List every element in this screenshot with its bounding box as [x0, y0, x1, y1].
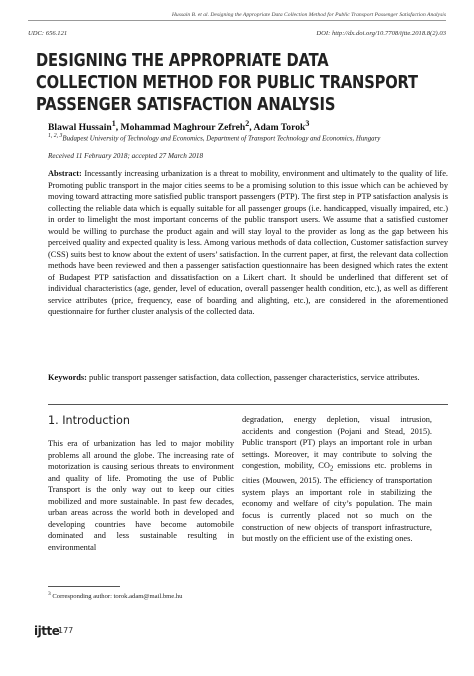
received-date: Received 11 February 2018; accepted 27 March 2018 — [48, 152, 204, 160]
abstract-label: Abstract: — [48, 169, 82, 178]
affiliation-superscript: 1, 2, 3 — [48, 133, 63, 139]
page-number: 177 — [58, 626, 74, 635]
affiliation-text: Budapest University of Technology and Economics, Department of Transport Technology and Economics, Hungary — [62, 135, 381, 143]
affiliation — [48, 133, 380, 142]
keywords-text: public transport passenger satisfaction, data collection, passenger characteristics, service attributes. — [86, 373, 420, 382]
footnote-divider — [48, 586, 120, 587]
section-divider — [48, 404, 448, 405]
body-text: degradation, energy depletion, visual intrusion, accidents and congestion (Pojani and Stead, 2015). Public transport (PT) plays an important role in urban settings. Moreover, it may contribute to solving the congestion, mobility, CO — [242, 415, 432, 471]
footnote-text: Corresponding author: torok.adam@mail.bme.hu — [50, 593, 183, 601]
body-column-left: This era of urbanization has led to major mobility problems all around the globe. The increasing rate of motorization is causing serious threats to environment and quality of life. Promoting the use of Public Transport is the only way out to keep our cities mobilized and more sustainable. In past few decades, urban areas across the world both in developed and developing countries have become automobile dominated and less sustainable resulting in environmental — [48, 439, 234, 552]
author-separator: , — [249, 122, 254, 134]
body-text: emissions etc. problems in cities (Mouwen, 2015). The efficiency of transportation system plays an important role in stabilizing the economy and welfare of city’s population. The main focus is currently placed not so much on the construction of new objects of transport infrastructure, but mostly on the efficient use of the existing ones. — [242, 461, 432, 544]
journal-logo: ijtte — [34, 624, 60, 638]
subscript: 2 — [329, 464, 334, 473]
meta-row — [28, 30, 446, 37]
keywords-label: Keywords: — [48, 373, 87, 382]
author-superscript: 2 — [245, 119, 250, 128]
udc-code: UDC: 656.121 — [28, 30, 68, 37]
author-superscript: 1 — [111, 119, 116, 128]
doi-link[interactable]: DOI: http://dx.doi.org/10.7708/ijtte.2018.8(2).03 — [316, 30, 446, 37]
section-heading: 1. Introduction — [48, 414, 130, 427]
abstract — [48, 168, 448, 318]
footnote — [48, 591, 182, 600]
author-superscript: 3 — [305, 119, 310, 128]
body-column-right — [242, 414, 432, 545]
keywords — [48, 372, 448, 384]
author-name: Mohammad Maghrour Zefreh — [120, 122, 246, 134]
abstract-text: Incessantly increasing urbanization is a threat to mobility, environment and ultimately to the quality of life. Promoting public transport in the major cities seems to be a promising solution to this issue which can be achieved by moving toward attracting more satisfied public transport passengers (PTP). The first step in PTP satisfaction analysis is collecting the reliable data which is equally suitable for all passenger groups (i.e. handicapped, visually impaired, etc.) in order to limelight the most important concerns of the public transport users. We assume that a satisfied customer would be willing to purchase the product again and will stay loyal to the provider as long as the gap between his perceived quality and expected quality is less. Among various methods of data collection, Customer satisfaction survey (CSS) suits best to know about the extent of users’ satisfaction. In the current paper, at first, the relevant data collection methods have been reviewed and then a passenger satisfaction questionnaire has been designed which rates the extent of Budapest PTP satisfaction and dissatisfaction on a Likert chart. It should be underlined that different set of individual characteristics (age, gender, level of education, overall passenger health condition, etc.), as well as different service attributes (price, frequency, ease of boarding and alighting, etc.), are considered in the aforementioned questionnaire for further cluster analysis of the collected data. — [48, 169, 448, 316]
author-name: Blawal Hussain — [48, 122, 112, 134]
running-head: Hussain B. et al. Designing the Appropriate Data Collection Method for Public Transport Passenger Satisfaction Analysis — [28, 12, 446, 21]
author-name: Adam Torok — [253, 122, 306, 134]
author-separator: , — [115, 122, 121, 134]
author-list — [48, 119, 309, 133]
paper-title: DESIGNING THE APPROPRIATE DATA COLLECTION METHOD FOR PUBLIC TRANSPORT PASSENGER SATISFACTION ANALYSIS — [36, 51, 418, 115]
footnote-superscript: 3 — [48, 591, 51, 597]
